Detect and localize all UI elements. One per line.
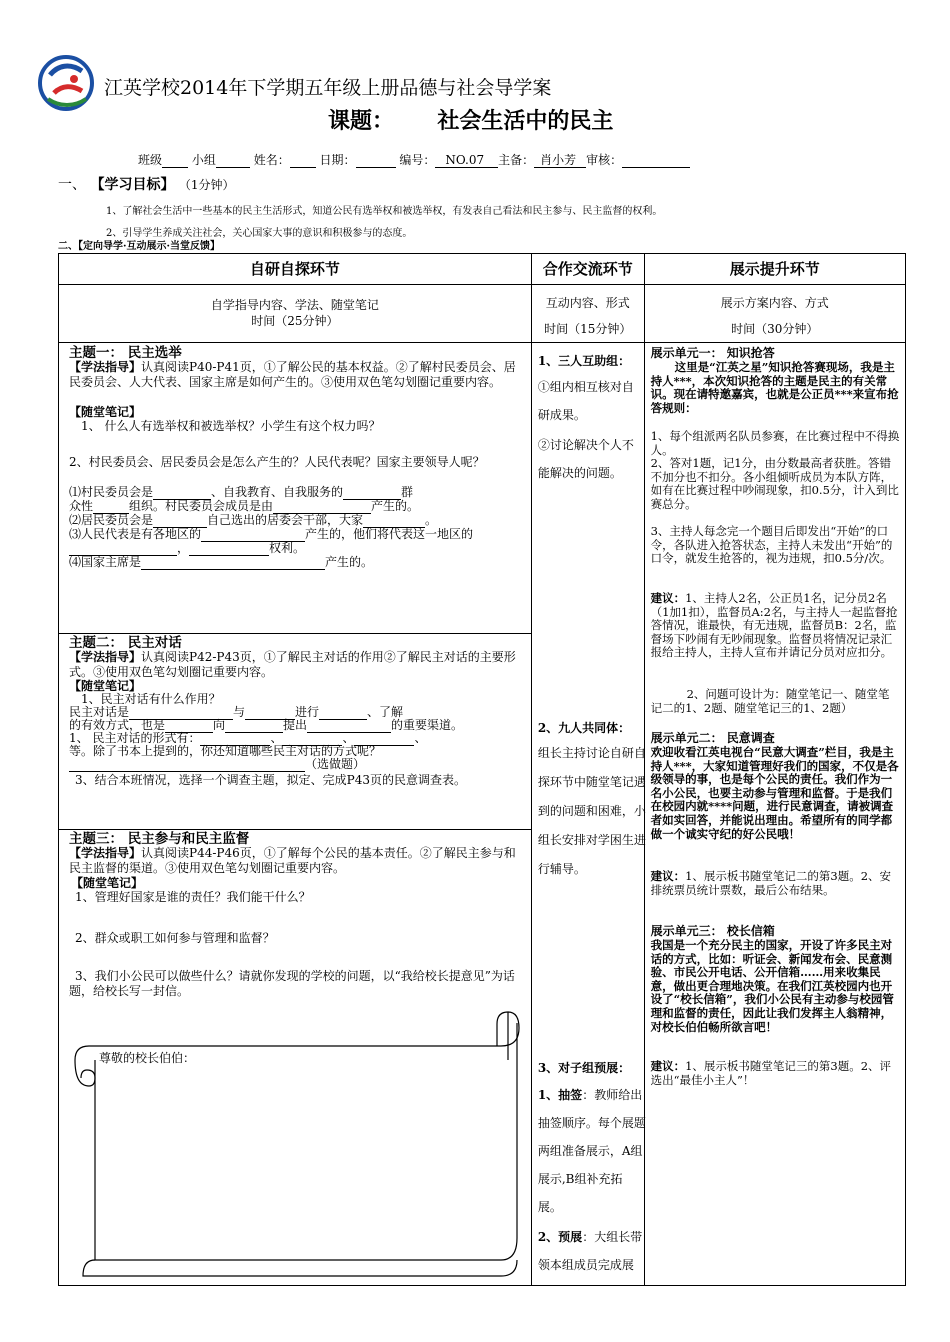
topic3-q3: 3、我们小公民可以做些什么？请就你发现的学校的问题，以“我给校长提意见”为话题，给校长写一封信。 — [69, 969, 515, 998]
u1-rule1: 1、每个组派两名队员参赛，在比赛过程中不得换人。 — [650, 429, 900, 457]
letter-greeting: 尊敬的校长伯伯： — [99, 1051, 196, 1065]
section2-heading: 二、【定向导学·互动展示·当堂反馈】 — [58, 241, 220, 252]
col3-body — [644, 343, 905, 1286]
col1-subheader: 自学指导内容、学法、随堂笔记 时间（25分钟） — [59, 285, 532, 343]
topic2-title: 主题二： 民主对话 — [69, 635, 182, 651]
topic1-a3: ⑶人民代表是有各地区的 产生的，他们将代表这一地区的 — [69, 527, 474, 541]
topic1-notes-label: 【随堂笔记】 — [69, 405, 142, 419]
u1-intro: 这里是“江英之星”知识抢答赛现场，我是主持人***，本次知识抢答的主题是民主的有关常识。现在请特邀嘉宾，也就是公正员***来宣布抢答规则： — [650, 360, 899, 415]
col2-subheader: 互动内容、形式 时间（15分钟） — [531, 285, 644, 343]
topic3-q2: 2、群众或职工如何参与管理和监督？ — [75, 931, 275, 945]
section1-title: 【学习目标】 — [90, 177, 175, 193]
col2-p3-b: 2、预展：大组长带领本组成员完成展 — [537, 1230, 643, 1272]
col2-p1-b: ②讨论解决个人不能解决的问题。 — [537, 438, 634, 480]
title-label: 课题： — [328, 109, 395, 134]
col2-p1-a: ①组内相互核对自研成果。 — [537, 380, 634, 422]
topic1-q2: 2、村民委员会、居民委员会是怎么产生的？人民代表呢？国家主要领导人呢？ — [69, 455, 485, 469]
info-line — [138, 153, 690, 168]
info-number-label: 编号： — [399, 153, 436, 167]
col3-header: 展示提升环节 — [644, 254, 905, 285]
letter-scroll-frame — [63, 998, 529, 1284]
u3-body: 我国是一个充分民主的国家，开设了许多民主对话的方式，比如：听证会、新闻发布会、民意测验、市民公开电话、公开信箱……用来收集民意，做出更合理地决策。在我们江英校园内也开设了“校长信箱”，我们小公民有主动参与校园管理和监督的责任，因此让我们发挥主人翁精神，对校长伯伯畅所欲言吧！ — [650, 938, 894, 1034]
topic2-guide: 【学法指导】认真阅读P42-P43页，①了解民主对话的作用②了解民主对话的主要形式。③使用双色笔勾划圈记重要内容。 — [69, 650, 516, 679]
u2-title: 展示单元二： 民意调查 — [650, 731, 775, 745]
topic1-title: 主题一： 民主选举 — [69, 345, 182, 361]
col2-header: 合作交流环节 — [531, 254, 644, 285]
info-class-label: 班级 — [138, 153, 163, 167]
topic3-title: 主题三： 民主参与和民主监督 — [69, 831, 250, 847]
main-table — [58, 253, 906, 1286]
section1-heading — [58, 176, 235, 194]
topic2-l2: 的有效方式，也是 向 提出 的重要渠道。 — [69, 718, 464, 732]
col1-header: 自研自探环节 — [59, 254, 532, 285]
col2-p3-a: 1、抽签：教师给出抽签顺序。每个展题两组准备展示，A组展示,B组补充拓展。 — [537, 1088, 646, 1214]
topic1-guide: 【学法指导】认真阅读P40-P41页，①了解公民的基本权益。②了解村民委员会、居民委员会、人大代表、国家主席是如何产生的。③使用双色笔勾划圈记重要内容。 — [69, 360, 516, 389]
topic2-q1: 1、民主对话有什么作用？ — [81, 692, 221, 706]
topic2-q3: 3、结合本班情况，选择一个调查主题，拟定、完成P43页的民意调查表。 — [75, 773, 466, 787]
topic1-q1: 1、 什么人有选举权和被选举权？小学生有这个权力吗？ — [81, 419, 381, 433]
info-number: NO.07 — [435, 153, 498, 168]
topic1-a4: ⑷国家主席是 产生的。 — [69, 555, 374, 569]
lesson-title — [328, 108, 613, 136]
topic3-notes-label: 【随堂笔记】 — [71, 876, 144, 890]
school-logo — [36, 55, 96, 113]
goal-1: 1、了解社会生活中一些基本的民主生活形式，知道公民有选举权和被选举权，有发表自己看法和民主参与、民主监督的权利。 — [106, 206, 663, 217]
topic2-notes-label: 【随堂笔记】 — [69, 679, 142, 693]
topic2-divider — [59, 829, 531, 830]
u1-rule3: 3、主持人每念完一个题目后即发出“开始”的口令，各队进入抢答状态，主持人未发出“开始”的口令，就发生抢答的，视为违规，扣0.5分/次。 — [650, 524, 893, 566]
col2-body — [531, 343, 644, 1286]
topic3-guide: 【学法指导】认真阅读P44-P46页，①了解每个公民的基本责任。②了解民主参与和民主监督的渠道。③使用双色笔勾划圈记重要内容。 — [69, 846, 516, 875]
title-text: 社会生活中的民主 — [437, 109, 614, 134]
info-date-label: 日期： — [319, 153, 356, 167]
u3-suggest: 建议：1、展示板书随堂笔记三的第3题。2、评选出“最佳小主人”！ — [650, 1059, 892, 1087]
topic1-divider — [59, 633, 531, 634]
info-reviewer-label: 审核： — [586, 153, 623, 167]
u3-title: 展示单元三： 校长信箱 — [650, 924, 775, 938]
info-editor-label: 主备： — [498, 153, 535, 167]
col2-p2-body: 组长主持讨论自研自探环节中随堂笔记遇到的问题和困难，小组长安排对学困生进行辅导。 — [537, 746, 646, 876]
u1-rule2: 2、答对1题，记1分，由分数最高者获胜。答错不加分也不扣分。各小组倾听成员为本队方阵，如有在比赛过程中吵闹现象，扣0.5分，计入到比赛总分。 — [650, 456, 899, 511]
u1-suggest: 建议：1、主持人2名，公正员1名，记分员2名（1加1扣），监督员A:2名，与主持人一起监督抢答情况，谁最快，有无违规，监督员B：2名，监督场下吵闹有无吵闹现象。监督员将情况记录汇报给主持人，主持人宣布并请记分员对应扣分。 — [650, 591, 898, 660]
u1-suggest2: 2、问题可设计为：随堂笔记一、随堂笔记二的1、2题、随堂笔记三的1、2题） — [650, 687, 890, 715]
col2-p2-title: 2、九人共同体： — [537, 721, 631, 735]
section1-time: （1分钟） — [178, 178, 235, 192]
school-line: 江英学校2014年下学期五年级上册品德与社会导学案 — [104, 77, 552, 99]
topic3-q1: 1、管理好国家是谁的责任？我们能干什么？ — [75, 890, 311, 904]
goal-2: 2、引导学生养成关注社会，关心国家大事的意识和积极参与的态度。 — [106, 228, 413, 239]
info-editor: 肖小芳 — [534, 153, 586, 168]
topic1-a1: ⑴村民委员会是 、自我教育、自我服务的 群 — [69, 485, 414, 499]
col1-body — [59, 343, 532, 1286]
u2-suggest: 建议：1、展示板书随堂笔记二的第3题。2、安排统票员统计票数，最后公布结果。 — [650, 869, 892, 897]
u2-body: 欢迎收看江英电视台“民意大调查”栏目，我是主持人***，大家知道管理好我们的国家，不仅是各级领导的事，也是每个公民的责任。我们作为一名小公民，也要主动参与管理和监督。于是我们在校园内就****问题，进行民意调查，请被调查者如实回答，并能说出理由。希望所有的同学都做一个诚实守纪的好公民哦！ — [650, 745, 899, 841]
info-name-label: 姓名： — [253, 153, 290, 167]
topic2-l1: 民主对话是 与 进行 、了解 — [69, 705, 404, 719]
col3-subheader: 展示方案内容、方式 时间（30分钟） — [644, 285, 905, 343]
topic2-l4: 等。除了书本上提到的，你还知道哪些民主对话的方式呢？ — [69, 744, 382, 758]
section1-num: 一、 — [58, 177, 86, 193]
topic1-a2: ⑵居民委员会是 自己选出的居委会干部，大家 。 — [69, 513, 438, 527]
u1-title: 展示单元一： 知识抢答 — [650, 346, 775, 360]
col2-p3-title: 3、对子组预展： — [537, 1061, 631, 1075]
topic1-a3-cont: ， 权利。 — [69, 541, 305, 556]
col2-p1-title: 1、三人互助组： — [537, 354, 631, 368]
topic2-l3: 1、 民主对话的形式有： 、 、 、 — [69, 731, 427, 745]
info-group-label: 小组 — [191, 153, 216, 167]
topic2-l5: （选做题） — [69, 757, 365, 772]
topic1-a1-cont: 众性 组织。村民委员会成员是由 产生的。 — [69, 499, 420, 513]
